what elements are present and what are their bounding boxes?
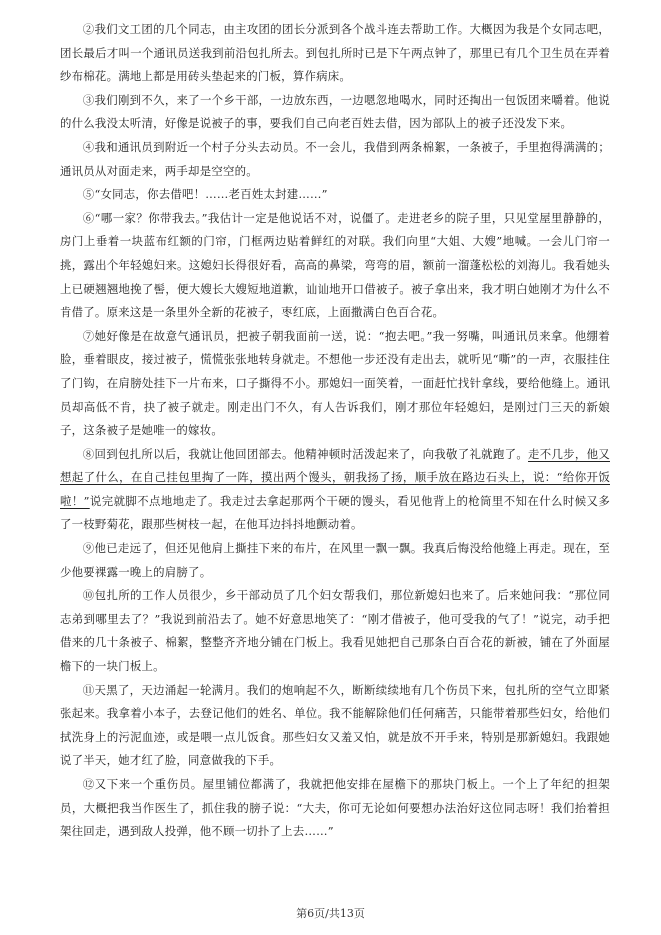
- paragraph-4: ④我和通讯员到附近一个村子分头去动员。不一会儿，我借到两条棉絮，一条被子，手里抱得满满的；通讯员从对面走来，两手却是空空的。: [60, 139, 610, 178]
- paragraph-12: ⑫又下来一个重伤员。屋里铺位都满了，我就把他安排在屋檐下的那块门板上。一个上了年纪的担架员，大概把我当作医生了，抓住我的膀子说：“大夫，你可无论如何要想办法治好这位同志呀！我们抬着担架往回走，遇到敌人投弹，他不顾一切扑了上去……”: [60, 777, 610, 839]
- paragraph-7: ⑦她好像是在故意气通讯员，把被子朝我面前一送，说：“抱去吧。”我一努嘴，叫通讯员来拿。他绷着脸，垂着眼皮，接过被子，慌慌张张地转身就走。不想他一步还没有走出去，就听见“嘶”的一声，衣服挂住了门钩，在肩膀处挂下一片布来，口子撕得不小。那媳妇一面笑着，一面赶忙找针拿线，要给他缝上。通讯员却高低不肯，抉了被子就走。刚走出门不久，有人告诉我们，刚才那位年轻媳妇，是刚过门三天的新娘子，这条被子是她唯一的嫁妆。: [60, 328, 610, 438]
- paragraph-3: ③我们刚到不久，来了一个乡干部，一边放东西，一边嗯忽地喝水，同时还掏出一包饭团来嚼着。他说的什么我没太听清，好像是说被子的事，要我们自己向老百姓去借，因为部队上的被子还没发下来。: [60, 92, 610, 131]
- article-body: [60, 18, 610, 844]
- underlined-sentence: 走不几步，他又想起了什么，在自己挂包里掏了一阵，摸出两个馒头，朝我扬了扬，顺手放在路边石头上，说：“给你开饭啦！”: [60, 446, 610, 508]
- paragraph-8-intro: ⑧回到包扎所以后，我就让他回团部去。他精神顿时活泼起来了，向我敬了礼就跑了。: [82, 446, 529, 461]
- paragraph-5: ⑤“女同志，你去借吧！……老百姓太封建……”: [82, 187, 328, 202]
- page-number: 第6页/共13页: [296, 907, 365, 920]
- paragraph-9: ⑨他已走远了，但还见他肩上撕挂下来的布片，在风里一飘一飘。我真后悔没给他缝上再走。现在，至少他要裸露一晚上的肩膀了。: [60, 541, 610, 579]
- paragraph-6: ⑥“哪一家？你带我去。”我估计一定是他说话不对，说僵了。走进老乡的院子里，只见堂屋里静静的，房门上垂着一块蓝布红额的门帘，门框两边贴着鲜红的对联。我们向里“大姐、大嫂”地喊。一会儿门帘一挑，露出个年轻媳妇来。这媳妇长得很好看，高高的鼻梁，弯弯的眉，额前一溜蓬松松的刘海儿。我看她头上已硬翘翘地挽了髻，便大嫂长大嫂短地道歉，讪讪地开口借被子。被子拿出来，我才明白她刚才为什么不肯借了。原来这是一条里外全新的花被子，枣红底，上面撒满白色百合花。: [60, 210, 610, 320]
- paragraph-2: ②我们文工团的几个同志，由主攻团的团长分派到各个战斗连去帮助工作。大概因为我是个女同志吧，团长最后才叫一个通讯员送我到前沿包扎所去。到包扎所时已是下午两点钟了，那里已有几个卫生员在弄着纱布棉花。满地上都是用砖头垫起来的门板，算作病床。: [60, 22, 610, 84]
- paragraph-8-rest: 说完就脚不点地地走了。我走过去拿起那两个干硬的馒头，看见他背上的枪筒里不知在什么时候又多了一枝野菊花，跟那些树枝一起，在他耳边抖抖地颤动着。: [60, 493, 610, 532]
- paragraph-8: [60, 443, 610, 537]
- paragraph-10: ⑩包扎所的工作人员很少，乡干部动员了几个妇女帮我们，那位新媳妇也来了。后来她问我：“那位同志弟到哪里去了？”我说到前沿去了。她不好意思地笑了：“刚才借被子，他可受我的气了！”说完，动手把借来的几十条被子、棉絮，整整齐齐地分铺在门板上。我看见她把自己那条白百合花的新被，铺在了外面屋檐下的一块门板上。: [60, 588, 610, 674]
- paragraph-11: ⑪天黑了，天边涌起一轮满月。我们的炮响起不久，断断续续地有几个伤员下来，包扎所的空气立即紧张起来。我拿着小本子，去登记他们的姓名、单位。我不能解除他们任何痛苦，只能带着那些妇女，给他们拭洗身上的污泥血迹，或是喂一点儿饭食。那些妇女又羞又怕，就是放不开手来，特别是那新媳妇。我跟她说了半天，她才红了脸，同意做我的下手。: [60, 682, 610, 768]
